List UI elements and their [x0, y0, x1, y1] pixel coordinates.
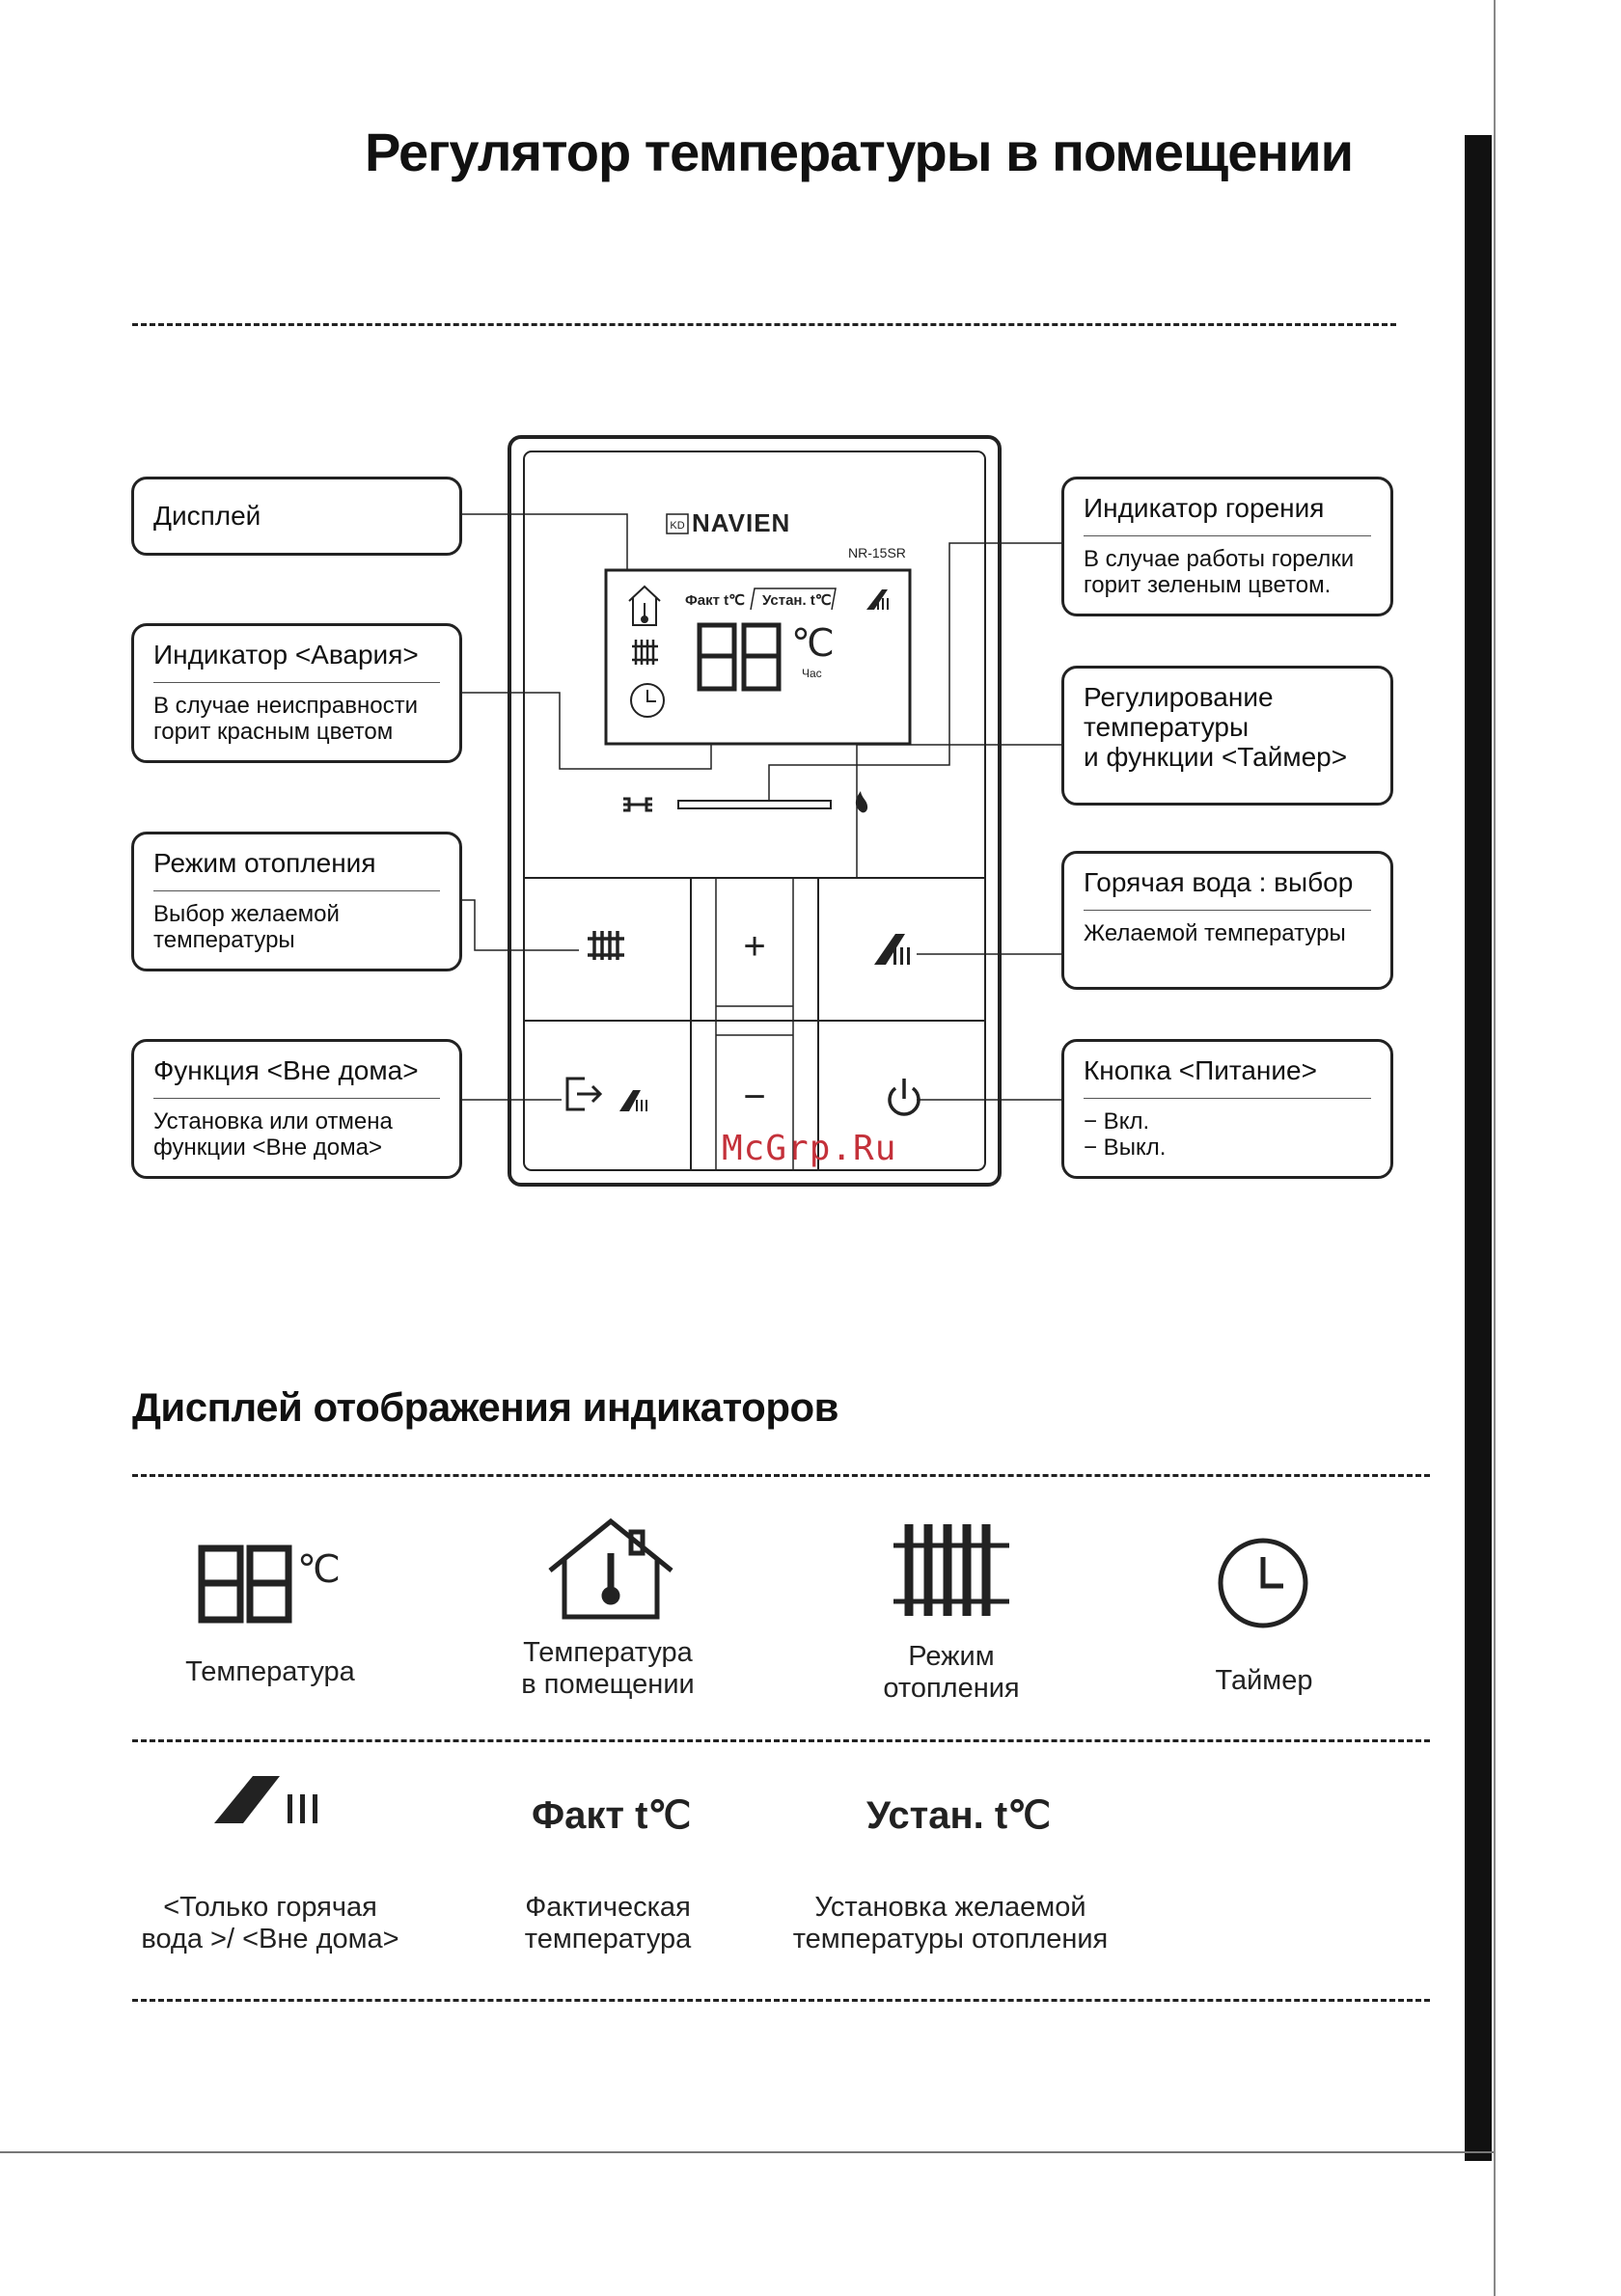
callout-away-title: Функция <Вне дома> — [153, 1055, 419, 1085]
controller-inner-frame — [524, 451, 985, 1170]
brand-logo — [667, 508, 790, 537]
lcd-unit: ℃ — [791, 622, 835, 665]
callout-power — [1061, 1039, 1393, 1179]
svg-text:℃: ℃ — [297, 1548, 341, 1591]
hot-water-button-icon — [874, 934, 910, 965]
power-button-icon — [890, 1079, 919, 1114]
heating-mode-button-icon — [588, 931, 624, 960]
callout-hot-water — [1061, 851, 1393, 990]
lcd-digits — [700, 625, 779, 689]
callout-display — [131, 477, 462, 556]
temperature-digits-icon — [202, 1548, 288, 1620]
callout-flame-body: В случае работы горелки горит зеленым цветом. — [1084, 546, 1355, 598]
lcd-hot-water-icon — [866, 589, 889, 610]
callout-heating-mode — [131, 832, 462, 971]
label-set-temperature: Установка желаемой температуры отопления — [792, 1892, 1109, 1954]
callout-power-body: − Вкл. − Выкл. — [1084, 1108, 1167, 1161]
label-timer: Таймер — [1215, 1665, 1313, 1696]
callout-display-title: Дисплей — [153, 501, 261, 531]
callout-power-title: Кнопка <Питание> — [1084, 1055, 1317, 1085]
page-title: Регулятор температуры в помещении — [365, 122, 1354, 182]
house-thermometer-icon — [550, 1521, 672, 1617]
leader-lines — [460, 514, 1061, 1100]
controller-body — [509, 437, 1000, 1185]
callout-temp-timer — [1061, 666, 1393, 806]
callout-away-body: Установка или отмена функции <Вне дома> — [153, 1108, 393, 1161]
callout-alarm-title: Индикатор <Авария> — [153, 640, 419, 670]
minus-button-label: − — [743, 1076, 766, 1118]
callout-alarm — [131, 623, 462, 763]
hot-water-icon — [214, 1776, 317, 1823]
indicators-divider-bottom — [132, 1999, 1430, 2002]
model-label: NR-15SR — [848, 545, 906, 560]
indicators-divider-top — [132, 1474, 1430, 1477]
watermark: McGrp.Ru — [722, 1129, 897, 1168]
label-actual-temperature: Фактическая температура — [524, 1892, 692, 1954]
label-room-temperature: Температура в помещении — [521, 1637, 695, 1700]
clock-icon — [1221, 1541, 1305, 1626]
callout-hot-water-body: Желаемой температуры — [1084, 920, 1346, 946]
callout-away — [131, 1039, 462, 1179]
radiator-icon — [893, 1524, 1009, 1616]
label-heating-mode: Режим отопления — [883, 1641, 1020, 1704]
callout-temp-timer-title: Регулирование температуры и функции <Таймер> — [1084, 682, 1348, 772]
fact-icon: Факт t℃ — [532, 1794, 692, 1837]
callout-flame — [1061, 477, 1393, 616]
label-temperature: Температура — [185, 1656, 355, 1687]
lcd-clock-icon — [631, 684, 664, 717]
svg-text:NAVIEN: NAVIEN — [692, 508, 791, 537]
svg-text:KD: KD — [670, 520, 685, 532]
callout-heating-title: Режим отопления — [153, 848, 376, 878]
lcd-hour-label: Час — [802, 667, 822, 680]
away-button-icon — [567, 1079, 647, 1111]
callout-heating-body: Выбор желаемой температуры — [153, 901, 340, 953]
lcd-fact-label: Факт t℃ — [685, 592, 746, 609]
plus-button-label: + — [743, 925, 766, 968]
lcd-radiator-icon — [632, 640, 658, 665]
page-bottom-rule — [0, 2151, 1494, 2153]
lcd-set-label: Устан. t℃ — [762, 592, 832, 609]
label-hot-water: <Только горячая вода >/ <Вне дома> — [141, 1892, 399, 1954]
status-bar — [678, 801, 831, 808]
callout-alarm-body: В случае неисправности горит красным цветом — [153, 693, 418, 745]
indicators-section-title: Дисплей отображения индикаторов — [132, 1384, 838, 1430]
lcd-house-icon — [629, 587, 660, 625]
callout-flame-title: Индикатор горения — [1084, 493, 1325, 523]
alarm-wrench-icon — [623, 799, 652, 810]
callout-hot-water-title: Горячая вода : выбор — [1084, 867, 1354, 897]
set-icon: Устан. t℃ — [866, 1794, 1052, 1837]
